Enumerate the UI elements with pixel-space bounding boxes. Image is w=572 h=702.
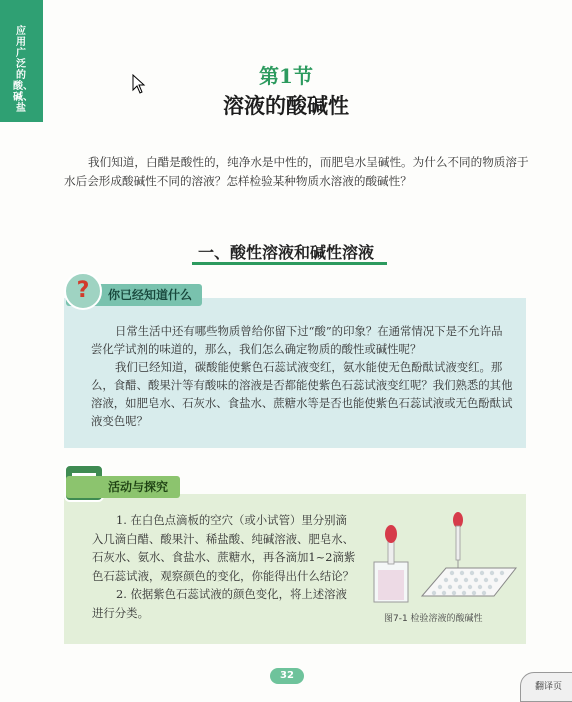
spot-plate-figure [368, 510, 518, 610]
prior-knowledge-label: 你已经知道什么 [66, 284, 202, 306]
subsection-heading: 一、酸性溶液和碱性溶液 [197, 243, 374, 262]
corner-translate-button[interactable]: 翻译页 [520, 672, 572, 702]
chapter-side-tab-text: 应用广泛的酸、碱、盐 [13, 26, 33, 114]
prior-knowledge-text [91, 322, 513, 430]
page-number: 32 [270, 668, 304, 684]
prior-knowledge-para-2: 我们已经知道，碳酸能使紫色石蕊试液变红，氨水能使无色酚酞试液变红。那么，食醋、酸果汁等有酸味的溶液是否都能使紫色石蕊试液变红呢？我们熟悉的其他溶液，如肥皂水、石灰水、食盐水、蔗糖水等是否也能使紫色石蕊试液或无色酚酞试液变色呢？ [91, 360, 513, 428]
intro-paragraph: 我们知道，白醋是酸性的，纯净水是中性的，而肥皂水呈碱性。为什么不同的物质溶于水后会形成酸碱性不同的溶液？怎样检验某种物质水溶液的酸碱性？ [64, 155, 529, 188]
activity-text [92, 511, 356, 622]
heading-underline [192, 262, 387, 265]
activity-step-1: 1. 在白色点滴板的空穴（或小试管）里分别滴入几滴白醋、酸果汁、稀盐酸、纯碱溶液、肥皂水、石灰水、氨水、食盐水、蔗糖水，再各滴加1~2滴紫色石蕊试液，观察颜色的变化，你能得出什么结论？ [92, 513, 356, 583]
prior-knowledge-para-1: 日常生活中还有哪些物质曾给你留下过“酸”的印象？在通常情况下是不允许品尝化学试剂的味道的，那么，我们怎么确定物质的酸性或碱性呢？ [91, 324, 503, 356]
activity-label: 活动与探究 [66, 476, 180, 498]
figure-caption: 图7-1 检验溶液的酸碱性 [384, 614, 483, 624]
dropper-illustration [453, 512, 463, 568]
spot-plate-illustration [422, 568, 516, 596]
section-title: 溶液的酸碱性 [223, 93, 349, 118]
question-mark-icon: ? [64, 272, 102, 310]
section-number: 第1节 [259, 64, 313, 88]
dropper-bottle-illustration [374, 525, 408, 602]
activity-step-2: 2. 依据紫色石蕊试液的颜色变化，将上述溶液进行分类。 [92, 587, 347, 620]
